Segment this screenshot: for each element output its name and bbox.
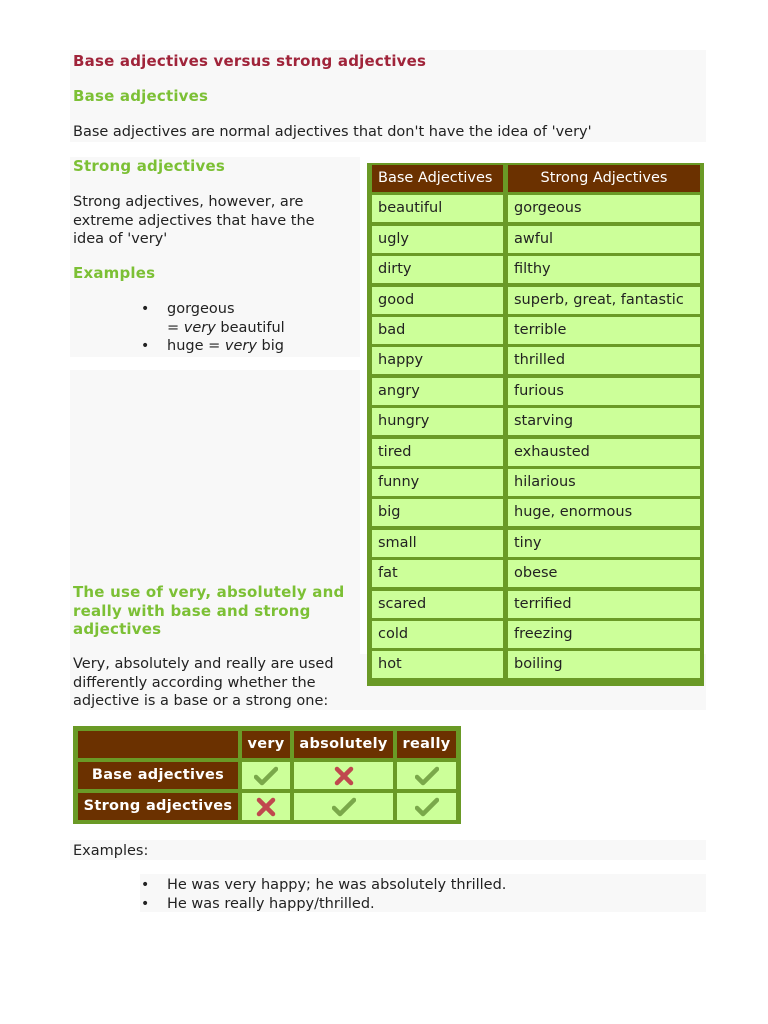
column-header-base: Base Adjectives (372, 165, 503, 192)
usage-cell-absolutely (294, 793, 393, 820)
strong-adjectives-text (73, 193, 315, 249)
usage-cell-really (397, 793, 456, 820)
base-adjective-cell: hungry (372, 408, 503, 435)
table-row (370, 591, 701, 618)
examples-label-background (70, 840, 706, 860)
strong-adjective-cell: thrilled (508, 347, 700, 374)
table-row (370, 621, 701, 648)
usage-text: Very, absolutely and really are used differently according whether the adjective is a base or a strong one: (73, 656, 334, 709)
list-item: • huge = very big (141, 337, 285, 356)
list-item: • He was really happy/thrilled. (141, 895, 506, 914)
strong-adjective-cell: superb, great, fantastic (508, 287, 700, 314)
usage-table (73, 726, 461, 824)
base-adjective-cell: happy (372, 347, 503, 374)
table-row (370, 530, 701, 557)
strong-adjective-cell: gorgeous (508, 195, 700, 222)
table-row (370, 408, 701, 435)
base-adjective-cell: good (372, 287, 503, 314)
usage-row-label-strong: Strong adjectives (78, 793, 238, 820)
strong-adjective-cell: awful (508, 226, 700, 253)
strong-adjective-cell: exhausted (508, 439, 700, 466)
strong-adjective-cell: terrified (508, 591, 700, 618)
base-adjective-cell: bad (372, 317, 503, 344)
usage-row-label-base: Base adjectives (78, 762, 238, 789)
table-row (370, 317, 701, 344)
list-item: • He was very happy; he was absolutely thrilled. (141, 876, 506, 895)
strong-adjective-cell: huge, enormous (508, 499, 700, 526)
base-adjective-cell: small (372, 530, 503, 557)
strong-adjectives-heading: Strong adjectives (73, 157, 225, 175)
table-row (370, 469, 701, 496)
check-icon (332, 797, 356, 817)
examples-heading: Examples (73, 264, 156, 282)
strong-text-line: extreme adjectives that have the (73, 212, 315, 229)
base-adjective-cell: fat (372, 560, 503, 587)
table-row (370, 287, 701, 314)
base-adjectives-heading: Base adjectives (73, 87, 209, 105)
strong-adjective-cell: freezing (508, 621, 700, 648)
strong-adjective-cell: boiling (508, 651, 700, 678)
strong-adjective-cell: hilarious (508, 469, 700, 496)
usage-header-empty (78, 731, 238, 758)
table-row (370, 226, 701, 253)
usage-cell-very (242, 762, 290, 789)
usage-cell-really (397, 762, 456, 789)
table-row (370, 560, 701, 587)
examples-list (141, 300, 285, 356)
usage-header-absolutely: absolutely (294, 731, 393, 758)
check-icon (254, 766, 278, 786)
examples-label: Examples: (73, 843, 149, 859)
base-adjective-cell: dirty (372, 256, 503, 283)
base-adjective-cell: big (372, 499, 503, 526)
adjectives-table (367, 163, 704, 686)
strong-text-line: idea of 'very' (73, 231, 168, 247)
usage-cell-very (242, 793, 290, 820)
strong-adjective-cell: terrible (508, 317, 700, 344)
page-title: Base adjectives versus strong adjectives (73, 52, 427, 70)
table-row (370, 439, 701, 466)
base-adjective-cell: scared (372, 591, 503, 618)
table-row (370, 256, 701, 283)
usage-heading: The use of very, absolutely and really with base and strong adjectives (73, 583, 345, 638)
list-item: • gorgeous = very beautiful (141, 300, 285, 337)
base-adjective-cell: beautiful (372, 195, 503, 222)
table-row (370, 651, 701, 678)
usage-cell-absolutely (294, 762, 393, 789)
base-adjectives-text: Base adjectives are normal adjectives that don't have the idea of 'very' (73, 124, 592, 140)
strong-adjective-cell: furious (508, 378, 700, 405)
table-row (370, 347, 701, 374)
table-header-row (370, 165, 701, 192)
strong-adjective-cell: tiny (508, 530, 700, 557)
table-row (370, 378, 701, 405)
base-adjective-cell: angry (372, 378, 503, 405)
table-row (370, 499, 701, 526)
strong-adjective-cell: filthy (508, 256, 700, 283)
strong-adjective-cell: starving (508, 408, 700, 435)
usage-examples-list (141, 876, 506, 913)
base-adjective-cell: cold (372, 621, 503, 648)
check-icon (415, 766, 439, 786)
cross-icon (256, 797, 276, 817)
table-row (370, 195, 701, 222)
usage-header-very: very (242, 731, 290, 758)
base-adjective-cell: funny (372, 469, 503, 496)
cross-icon (334, 766, 354, 786)
usage-header-really: really (397, 731, 456, 758)
base-adjective-cell: hot (372, 651, 503, 678)
strong-text-line: Strong adjectives, however, are (73, 194, 304, 210)
check-icon (415, 797, 439, 817)
strong-adjective-cell: obese (508, 560, 700, 587)
column-header-strong: Strong Adjectives (508, 165, 700, 192)
base-adjective-cell: tired (372, 439, 503, 466)
base-adjective-cell: ugly (372, 226, 503, 253)
